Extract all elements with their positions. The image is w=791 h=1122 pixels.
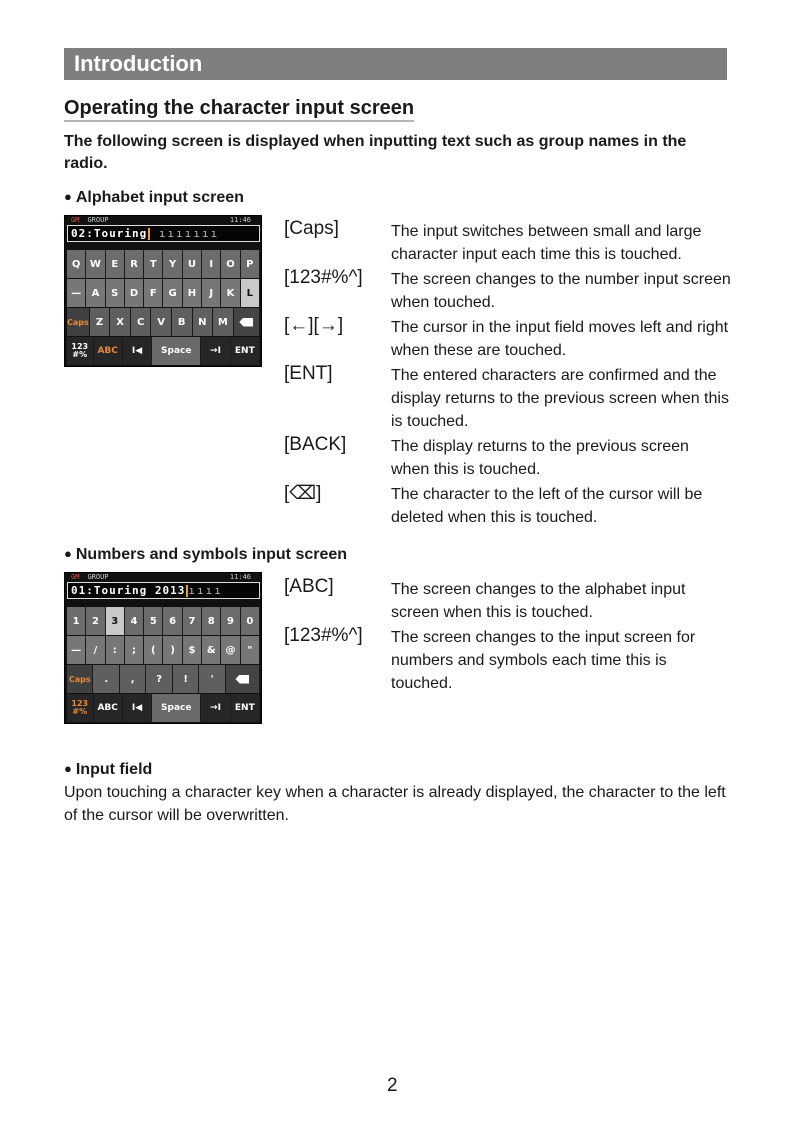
- key: !: [173, 665, 199, 693]
- key-row-4: [67, 694, 260, 722]
- key: B: [172, 308, 193, 336]
- key: K: [221, 279, 240, 307]
- key: J: [202, 279, 221, 307]
- cursor-right-key: →I: [201, 694, 230, 722]
- key-row-2: [67, 636, 260, 664]
- key: U: [183, 250, 202, 278]
- key: ": [241, 636, 260, 664]
- input-text: 02:Touring: [71, 227, 148, 240]
- key: N: [193, 308, 214, 336]
- gm-label: GM: [71, 216, 80, 224]
- desc-ent: The entered characters are confirmed and the display returns to the previous screen when this is touched.: [391, 367, 729, 430]
- input-field-heading: ● Input field: [64, 760, 152, 780]
- key: :: [106, 636, 125, 664]
- page-number: 2: [387, 1075, 398, 1096]
- section-title: Introduction: [74, 51, 203, 76]
- key: E: [106, 250, 125, 278]
- term-delete: [⌫]: [284, 483, 322, 504]
- cursor-left-key: I◀: [123, 694, 152, 722]
- key: W: [86, 250, 105, 278]
- backspace-icon: [239, 318, 253, 327]
- key: ': [199, 665, 225, 693]
- key-row-3: [67, 665, 260, 693]
- alphabet-heading: ● Alphabet input screen: [64, 188, 244, 208]
- key: D: [125, 279, 144, 307]
- key-row-4: [67, 337, 260, 365]
- key: F: [144, 279, 163, 307]
- abc-key: ABC: [94, 337, 123, 365]
- clock-label: 11:46: [229, 216, 251, 224]
- backspace-icon: [235, 675, 249, 684]
- input-ticks: ıııı: [188, 584, 223, 597]
- ent-key: ENT: [231, 694, 260, 722]
- key: 5: [144, 607, 163, 635]
- key: 1: [67, 607, 86, 635]
- clock-label: 11:46: [229, 573, 251, 581]
- key: —: [67, 636, 86, 664]
- key: 4: [125, 607, 144, 635]
- key: A: [86, 279, 105, 307]
- desc-caps: The input switches between small and large character input each time this is touched.: [391, 223, 702, 263]
- number-mode-key: 123 #%: [67, 694, 94, 722]
- alphabet-screen-image: [64, 215, 262, 367]
- term-abc: [ABC]: [284, 576, 334, 597]
- key: V: [151, 308, 172, 336]
- key: 2: [86, 607, 105, 635]
- key-highlighted: L: [241, 279, 260, 307]
- input-text: 01:Touring 2013: [71, 584, 186, 597]
- ent-key: ENT: [231, 337, 260, 365]
- key: P: [241, 250, 260, 278]
- key: /: [86, 636, 105, 664]
- status-bar: [65, 573, 261, 581]
- key: R: [125, 250, 144, 278]
- term-123-numbers: [123#%^]: [284, 625, 363, 646]
- caps-key: Caps: [67, 308, 90, 336]
- key: ?: [146, 665, 172, 693]
- desc-123-numbers: The screen changes to the input screen for numbers and symbols each time this is touched.: [391, 629, 696, 692]
- section-header-bar: [64, 48, 727, 80]
- term-back: [BACK]: [284, 434, 347, 455]
- cursor-right-key: →I: [201, 337, 230, 365]
- gm-label: GM: [71, 573, 80, 581]
- key: S: [106, 279, 125, 307]
- key-row-3: [67, 308, 260, 336]
- lead-paragraph: The following screen is displayed when inputting text such as group names in the radio.: [64, 133, 687, 172]
- numbers-heading: ● Numbers and symbols input screen: [64, 545, 347, 565]
- numbers-screen-image: [64, 572, 262, 724]
- key: 0: [241, 607, 260, 635]
- cursor-left-key: I◀: [123, 337, 152, 365]
- key-row-2: [67, 279, 260, 307]
- key: &: [202, 636, 221, 664]
- key: H: [183, 279, 202, 307]
- key: $: [183, 636, 202, 664]
- input-ticks: ııııııı: [150, 227, 220, 240]
- key: C: [131, 308, 152, 336]
- key: ;: [125, 636, 144, 664]
- caps-key: Caps: [67, 665, 93, 693]
- desc-arrows: The cursor in the input field moves left and right when these are touched.: [391, 319, 729, 359]
- key: I: [202, 250, 221, 278]
- status-bar: [65, 216, 261, 224]
- key: —: [67, 279, 86, 307]
- group-label: GROUP: [87, 573, 109, 581]
- backspace-key: [226, 665, 260, 693]
- group-label: GROUP: [87, 216, 109, 224]
- key: .: [93, 665, 119, 693]
- key: T: [144, 250, 163, 278]
- key: 8: [202, 607, 221, 635]
- key: 9: [221, 607, 240, 635]
- key-row-1: [67, 607, 260, 635]
- key: ): [163, 636, 182, 664]
- key: O: [221, 250, 240, 278]
- key-row-1: [67, 250, 260, 278]
- key: G: [163, 279, 182, 307]
- key: (: [144, 636, 163, 664]
- term-123: [123#%^]: [284, 267, 363, 288]
- term-ent: [ENT]: [284, 363, 333, 384]
- term-caps: [Caps]: [284, 218, 339, 239]
- desc-delete: The character to the left of the cursor will be deleted when this is touched.: [391, 486, 703, 526]
- key: ,: [120, 665, 146, 693]
- key: 6: [163, 607, 182, 635]
- term-arrows: [←][→]: [284, 315, 344, 336]
- key: 7: [183, 607, 202, 635]
- key: Z: [90, 308, 111, 336]
- space-key: Space: [152, 337, 201, 365]
- page-subtitle: Operating the character input screen: [64, 96, 414, 122]
- key: X: [110, 308, 131, 336]
- abc-key: ABC: [94, 694, 123, 722]
- key-highlighted: 3: [106, 607, 125, 635]
- input-field: [67, 225, 260, 242]
- key: @: [221, 636, 240, 664]
- input-field-text: Upon touching a character key when a character is already displayed, the character to the left of the cursor will be overwritten.: [64, 784, 726, 824]
- input-field: [67, 582, 260, 599]
- key: Q: [67, 250, 86, 278]
- backspace-key: [234, 308, 260, 336]
- space-key: Space: [152, 694, 201, 722]
- key: M: [213, 308, 234, 336]
- number-mode-key: 123 #%: [67, 337, 94, 365]
- desc-123: The screen changes to the number input screen when touched.: [391, 271, 731, 311]
- desc-abc: The screen changes to the alphabet input screen when this is touched.: [391, 581, 686, 621]
- desc-back: The display returns to the previous screen when this is touched.: [391, 438, 689, 478]
- key: Y: [163, 250, 182, 278]
